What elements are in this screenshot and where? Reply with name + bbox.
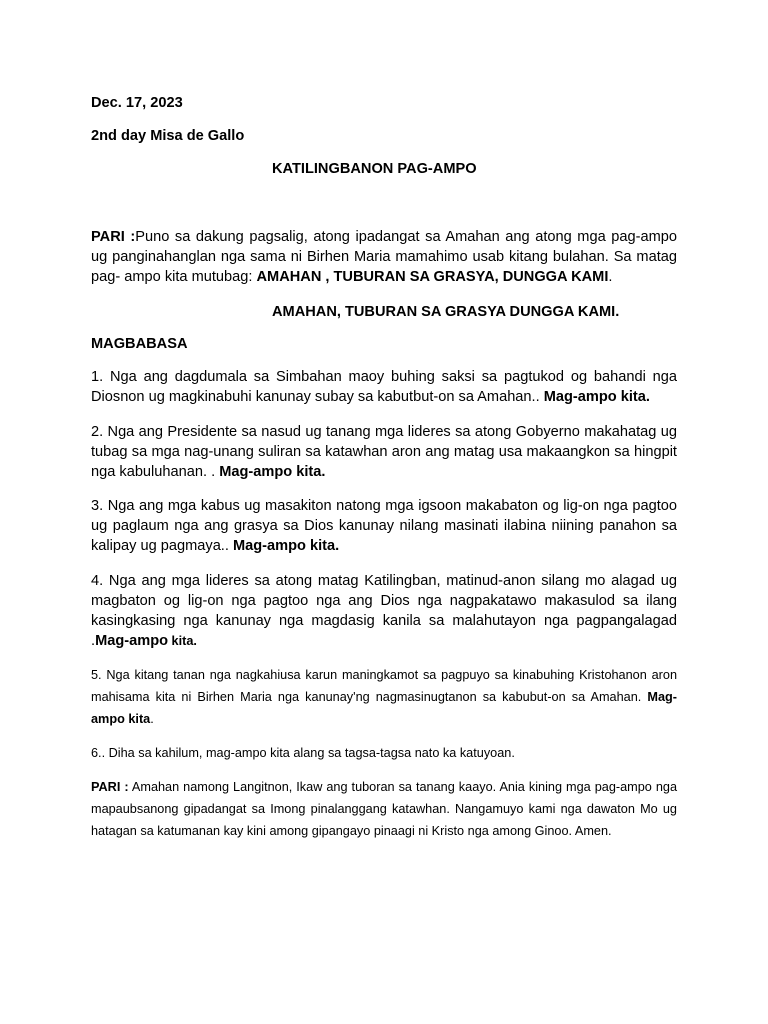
intention-4: [91, 571, 677, 651]
intention-5: [91, 664, 677, 730]
intention-4-response: Mag-ampo: [95, 633, 169, 649]
intro-speaker: PARI :: [91, 229, 136, 245]
intention-5-response: Mag-ampo kita: [91, 690, 677, 726]
subtitle-line: 2nd day Misa de Gallo: [91, 128, 245, 144]
closing-speaker: PARI :: [91, 780, 129, 794]
intention-4-text: 4. Nga ang mga lideres sa atong matag Katilingban, matinud-anon silang mo alagad ug magbaton og lig-on nga pagtoo nga ang Dios nga nagpakatawo makasulod sa ilang kasingkasing nga kanunay nga magdasig kanila sa malahutayon nga pagpangalagad .: [91, 573, 677, 649]
intention-1-text: 1. Nga ang dagdumala sa Simbahan maoy buhing saksi sa pagtukod og bahandi nga Diosnon ug magkinabuhi kanunay subay sa kabutbut-on sa Amahan..: [91, 369, 677, 405]
intention-2: [91, 422, 677, 482]
intention-6: [91, 742, 677, 764]
intention-4-tail: kita.: [168, 634, 197, 648]
response-line: AMAHAN, TUBURAN SA GRASYA DUNGGA KAMI.: [272, 304, 620, 320]
intention-3-response: Mag-ampo kita.: [232, 538, 340, 554]
intention-3: [91, 496, 677, 556]
intention-2-response: Mag-ampo kita.: [219, 464, 326, 480]
intro-paragraph: [91, 227, 677, 287]
intention-5-tail: .: [150, 712, 154, 726]
date-line: Dec. 17, 2023: [91, 95, 183, 111]
closing-paragraph: [91, 776, 677, 842]
intention-1-response: Mag-ampo kita.: [543, 389, 650, 405]
intention-1: [91, 367, 677, 407]
intention-3-text: 3. Nga ang mga kabus ug masakiton natong mga igsoon makabaton og lig-on nga pagtoo ug paglaum nga ang grasya sa Dios kanunay nilang masinati ilabina niining panahon sa kalipay ug pagmaya..: [91, 498, 677, 554]
intention-6-text: 6.. Diha sa kahilum, mag-ampo kita alang sa tagsa-tagsa nato ka katuyoan.: [91, 746, 515, 760]
closing-text: Amahan namong Langitnon, Ikaw ang tuboran sa tanang kaayo. Ania kining mga pag-ampo nga mapaubsanong gipadangat sa Imong pinalanggang katawhan. Nangamuyo kami nga dawaton Mo ug hatagan sa katumanan kay kini among gipangayo pinaagi ni Kristo nga among Ginoo. Amen.: [91, 780, 678, 838]
reader-heading: MAGBABASA: [91, 336, 188, 352]
intro-text: Puno sa dakung pagsalig, atong ipadangat sa Amahan ang atong mga pag-ampo ug panginahanglan nga sama ni Birhen Maria mamahimo usab kitang bulahan. Sa matag pag- ampo kita mutubag:: [91, 229, 677, 285]
intention-5-text: 5. Nga kitang tanan nga nagkahiusa karun maningkamot sa pagpuyo sa kinabuhing Kristohanon aron mahisama kita ni Birhen Maria nga kanunay'ng nagmasinugtanon sa kabubut-on sa Amahan.: [91, 668, 677, 704]
intro-end: .: [608, 269, 613, 285]
intro-response: AMAHAN , TUBURAN SA GRASYA, DUNGGA KAMI: [256, 269, 609, 285]
intention-2-text: 2. Nga ang Presidente sa nasud ug tanang mga lideres sa atong Gobyerno makahatag ug tubag sa mga nag-unang suliran sa katawhan aron ang matag usa makaangkon sa hingpit nga kabuluhanan. .: [91, 424, 677, 480]
document-title: KATILINGBANON PAG-AMPO: [272, 161, 477, 177]
